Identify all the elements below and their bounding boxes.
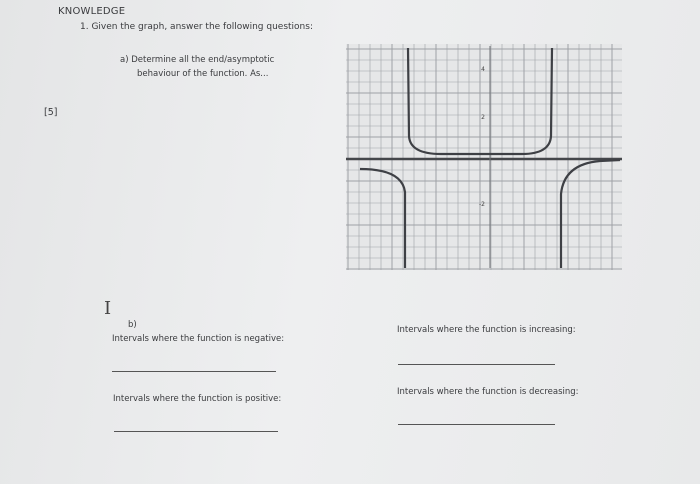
part-a-label-line-2: behaviour of the function. As...: [137, 69, 269, 79]
positive-answer-line[interactable]: [114, 431, 278, 432]
negative-intervals-prompt: Intervals where the function is negative:: [112, 334, 285, 344]
decreasing-intervals-prompt: Intervals where the function is decreasing:: [397, 387, 579, 397]
part-b-label: b): [128, 320, 137, 330]
increasing-answer-line[interactable]: [398, 364, 555, 365]
decreasing-answer-line[interactable]: [398, 424, 555, 425]
function-graph: [346, 44, 622, 270]
negative-answer-line[interactable]: [112, 371, 276, 372]
y-tick-label-2: 2: [481, 114, 485, 121]
y-tick-label-neg2: -2: [479, 201, 485, 208]
part-a-label-line-1: a) Determine all the end/asymptotic: [120, 55, 275, 65]
marks-label: [5]: [44, 107, 58, 118]
increasing-intervals-prompt: Intervals where the function is increasing:: [397, 325, 576, 335]
positive-intervals-prompt: Intervals where the function is positive:: [113, 394, 282, 404]
question-1-prompt: 1. Given the graph, answer the following questions:: [80, 22, 313, 32]
y-tick-label-4: 4: [481, 66, 485, 73]
text-cursor-icon: I: [104, 298, 112, 319]
section-title: KNOWLEDGE: [58, 6, 126, 17]
